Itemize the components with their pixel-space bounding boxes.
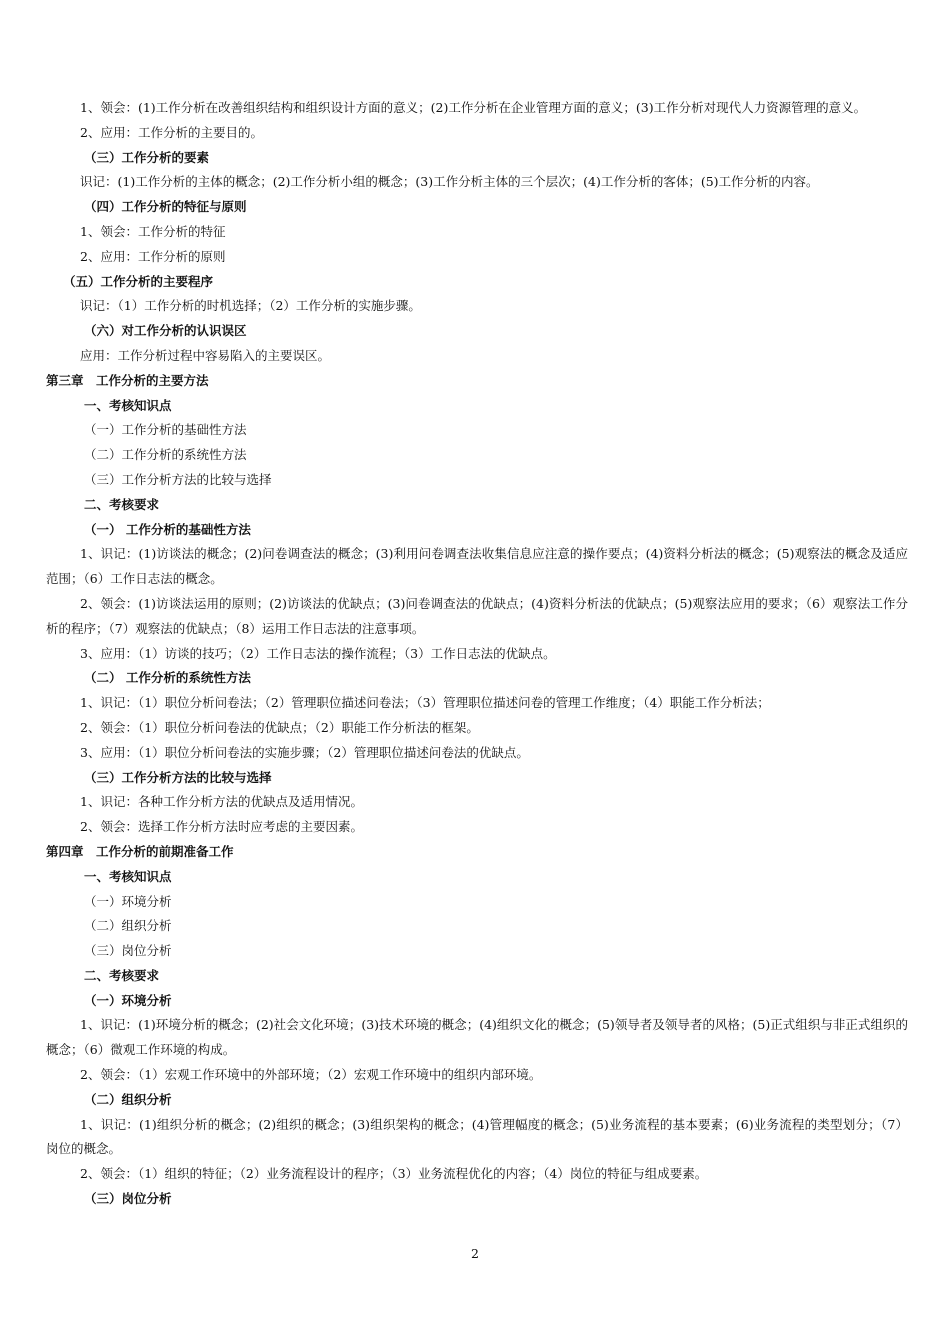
section-heading: （三）工作分析方法的比较与选择 [84,769,272,785]
subsection-heading: 二、考核要求 [84,496,160,512]
subsection-heading: 一、考核知识点 [84,397,172,413]
paragraph: 识记：(1)工作分析的主体的概念；(2)工作分析小组的概念；(3)工作分析主体的三个层次；(4)工作分析的客体；(5)工作分析的内容。 [80,174,819,190]
section-heading: （六）对工作分析的认识误区 [84,323,247,339]
paragraph: 3、应用：（1）访谈的技巧；（2）工作日志法的操作流程；（3）工作日志法的优缺点。 [80,645,556,661]
subsection-heading: 二、考核要求 [84,967,160,983]
list-item: （三）工作分析方法的比较与选择 [84,471,272,487]
paragraph: 2、领会：（1）组织的特征；（2）业务流程设计的程序；（3）业务流程优化的内容；（4）岗位的特征与组成要素。 [80,1166,708,1182]
chapter-heading: 第四章 工作分析的前期准备工作 [46,843,234,859]
paragraph: 1、领会：工作分析的特征 [80,223,226,239]
list-item: （二）工作分析的系统性方法 [84,447,247,463]
section-heading: （四）工作分析的特征与原则 [84,199,247,215]
paragraph: 3、应用：（1）职位分析问卷法的实施步骤；（2）管理职位描述问卷法的优缺点。 [80,744,529,760]
section-heading: （五）工作分析的主要程序 [63,273,214,289]
section-heading: （二）组织分析 [84,1091,172,1107]
subsection-heading: 一、考核知识点 [84,868,172,884]
paragraph: 1、领会：(1)工作分析在改善组织结构和组织设计方面的意义；(2)工作分析在企业管理方面的意义；(3)工作分析对现代人力资源管理的意义。 [80,100,867,115]
paragraph: 1、识记：（1）职位分析问卷法；（2）管理职位描述问卷法；（3）管理职位描述问卷的管理工作维度；（4）职能工作分析法； [80,695,770,711]
section-heading: （三）工作分析的要素 [84,149,210,165]
chapter-heading: 第三章 工作分析的主要方法 [46,372,209,388]
paragraph: 2、领会：(1)访谈法运用的原则；(2)访谈法的优缺点；(3)问卷调查法的优缺点；(4)资料分析法的优缺点；(5)观察法应用的要求；（6）观察法工作分析的程序；（7）观察法的优缺点；（8）运用工作日志法的注意事项。 [46,595,908,636]
section-heading: （一）环境分析 [84,992,172,1008]
paragraph: 识记：（1）工作分析的时机选择；（2）工作分析的实施步骤。 [80,298,421,314]
paragraph: 1、识记：各种工作分析方法的优缺点及适用情况。 [80,794,363,810]
paragraph: 2、领会：（1）职位分析问卷法的优缺点；（2）职能工作分析法的框架。 [80,719,479,735]
section-heading: （二） 工作分析的系统性方法 [84,670,251,686]
paragraph: 2、领会：选择工作分析方法时应考虑的主要因素。 [80,819,363,835]
page-number: 2 [471,1246,479,1261]
list-item: （二）组织分析 [84,918,172,934]
section-heading: （一） 工作分析的基础性方法 [84,521,251,537]
paragraph: 应用：工作分析过程中容易陷入的主要误区。 [80,347,331,363]
list-item: （一）工作分析的基础性方法 [84,422,247,438]
paragraph: 1、识记：(1)组织分析的概念；(2)组织的概念；(3)组织架构的概念；(4)管理幅度的概念；(5)业务流程的基本要素；(6)业务流程的类型划分；（7）岗位的概念。 [46,1116,908,1157]
paragraph: 2、应用：工作分析的原则 [80,248,226,264]
paragraph: 2、领会：（1）宏观工作环境中的外部环境；（2）宏观工作环境中的组织内部环境。 [80,1067,542,1083]
list-item: （一）环境分析 [84,893,172,909]
paragraph: 1、识记：(1)访谈法的概念；(2)问卷调查法的概念；(3)利用问卷调查法收集信息应注意的操作要点；(4)资料分析法的概念；(5)观察法的概念及适应范围；（6）工作日志法的概念。 [46,546,908,587]
list-item: （三）岗位分析 [84,943,172,959]
document-page [0,96,950,1212]
section-heading: （三）岗位分析 [84,1191,172,1207]
paragraph: 1、识记：(1)环境分析的概念；(2)社会文化环境；(3)技术环境的概念；(4)组织文化的概念；(5)领导者及领导者的风格；(5)正式组织与非正式组织的概念；（6）微观工作环境的构成。 [46,1017,908,1058]
paragraph: 2、应用：工作分析的主要目的。 [80,124,263,140]
